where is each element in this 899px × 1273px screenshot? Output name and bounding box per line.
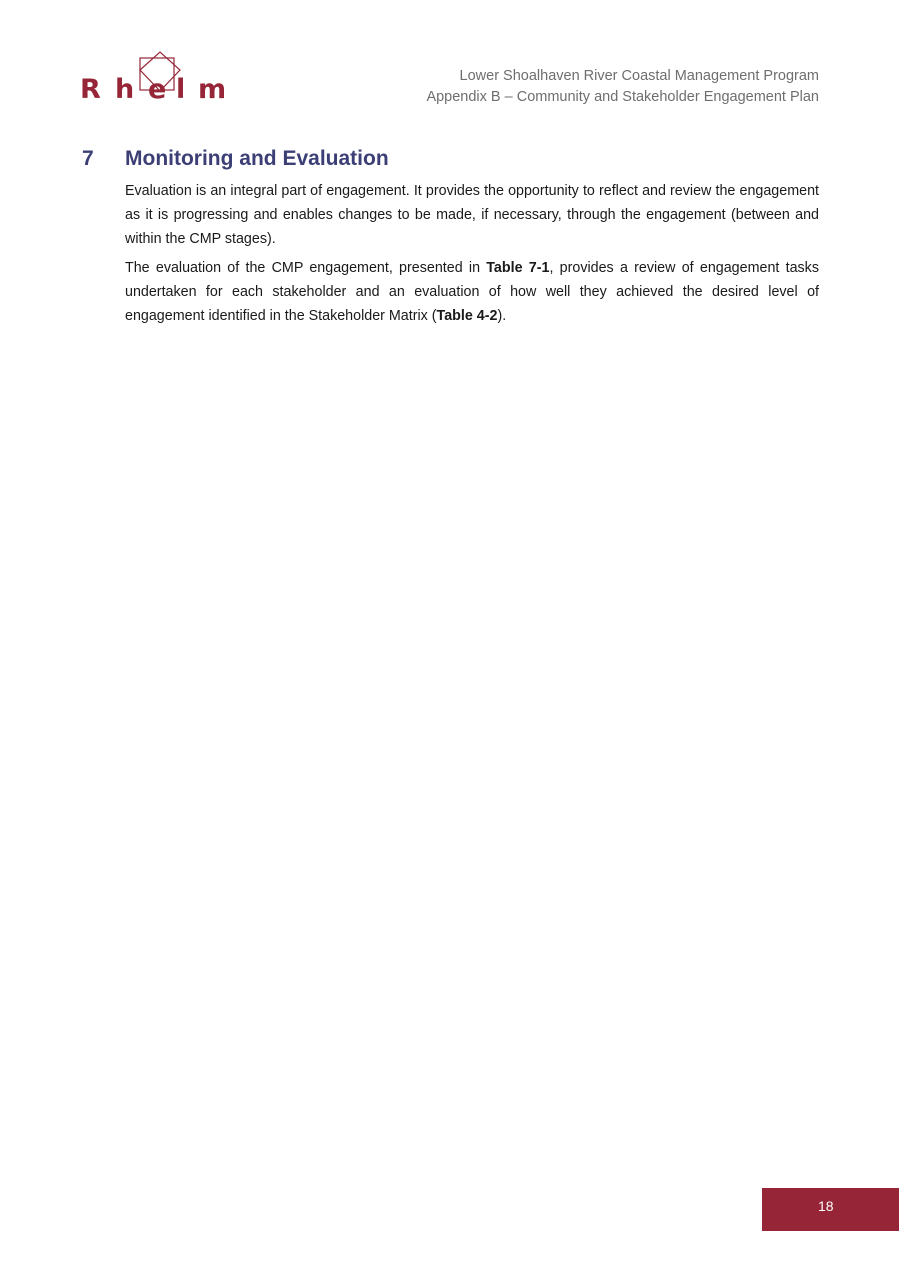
logo-letter: l <box>176 74 186 105</box>
table-reference-link[interactable]: Table 7-1 <box>486 260 550 276</box>
table-reference-link[interactable]: Table 4-2 <box>436 308 498 324</box>
section-number: 7 <box>82 147 94 170</box>
logo-letter: m <box>198 74 227 105</box>
logo-letter: R <box>80 74 101 105</box>
logo-letter: h <box>115 74 135 105</box>
paragraph-evaluation-summary <box>125 256 819 328</box>
page-number-badge <box>762 1188 899 1231</box>
paragraph-text: , provides a review of engagement tasks undertaken for each stakeholder and an evaluation of how well they achieved the desired level of engagement identified in the Stakeholder Matrix ( <box>125 260 819 324</box>
section-heading <box>82 147 389 171</box>
header-title: Lower Shoalhaven River Coastal Management Program <box>459 68 819 84</box>
paragraph-text: ). <box>497 308 507 324</box>
logo-letter: e <box>148 74 167 105</box>
section-title: Monitoring and Evaluation <box>125 147 389 170</box>
page-number: 18 <box>818 1198 834 1214</box>
paragraph-text: The evaluation of the CMP engagement, presented in <box>125 260 487 276</box>
header-subtitle: Appendix B – Community and Stakeholder Engagement Plan <box>426 89 819 105</box>
rhelm-logo <box>80 48 240 108</box>
document-header <box>426 66 819 108</box>
paragraph-evaluation-intro: Evaluation is an integral part of engagement. It provides the opportunity to reflect and review the engagement as it is progressing and enables changes to be made, if necessary, through the engagement (between and within the CMP stages). <box>125 183 819 247</box>
